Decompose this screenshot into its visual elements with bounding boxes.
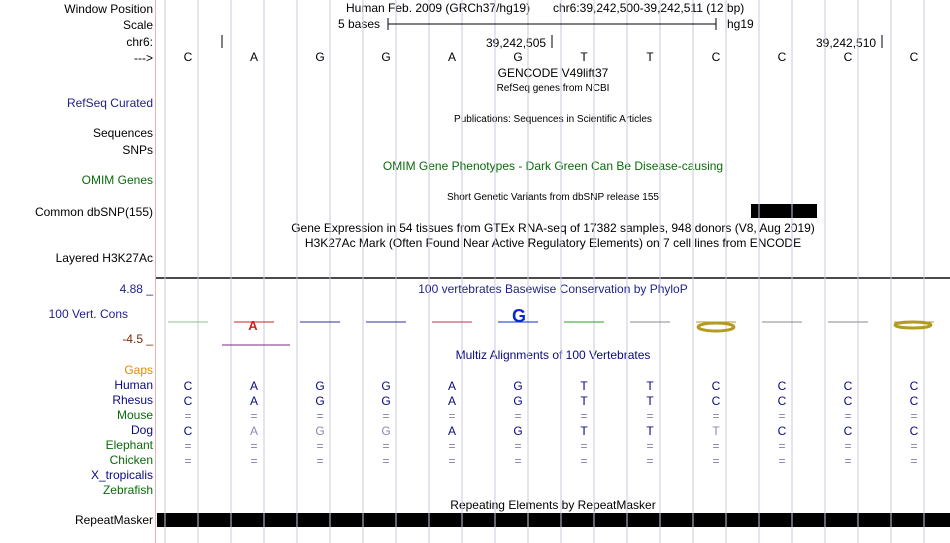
h3k27ac-track-label[interactable]: Layered H3K27Ac — [55, 251, 153, 265]
alignment-rhesus-9: C — [777, 394, 787, 408]
alignment-elephant-6: = — [580, 439, 588, 453]
alignment-chicken-7: = — [646, 454, 654, 468]
alignment-dog-5: G — [513, 424, 523, 438]
omim-track-label[interactable]: OMIM Genes — [81, 173, 153, 187]
alignment-elephant-4: = — [448, 439, 456, 453]
alignment-elephant-0: = — [184, 439, 192, 453]
alignment-human-1: A — [249, 379, 259, 393]
alignment-human-2: G — [315, 379, 325, 393]
dbsnp-track-title[interactable]: Short Genetic Variants from dbSNP release 155 — [447, 192, 659, 203]
alignment-dog-7: T — [646, 424, 654, 438]
alignment-mouse-8: = — [712, 409, 720, 423]
alignment-mouse-9: = — [778, 409, 786, 423]
alignment-dog-4: A — [447, 424, 457, 438]
species-label-zebrafish: Zebrafish — [102, 483, 153, 497]
base-2: G — [315, 50, 325, 64]
alignment-rhesus-1: A — [249, 394, 259, 408]
alignment-mouse-5: = — [514, 409, 522, 423]
dbsnp-track-label[interactable]: Common dbSNP(155) — [34, 205, 153, 219]
strand-label[interactable]: ---> — [134, 51, 153, 65]
window-position-label: Window Position — [64, 2, 153, 16]
alignment-dog-2: G — [315, 424, 325, 438]
alignment-human-5: G — [513, 379, 523, 393]
alignment-human-3: G — [381, 379, 391, 393]
h3k27ac-track-title[interactable]: H3K27Ac Mark (Often Found Near Active Regulatory Elements) on 7 cell lines from ENCODE — [304, 236, 802, 250]
alignment-human-9: C — [777, 379, 787, 393]
alignment-dog-3: G — [381, 424, 391, 438]
alignment-mouse-1: = — [250, 409, 258, 423]
publications-track-title[interactable]: Publications: Sequences in Scientific Articles — [454, 114, 652, 125]
base-7: T — [646, 50, 654, 64]
alignment-dog-1: A — [249, 424, 259, 438]
alignment-rhesus-10: C — [843, 394, 853, 408]
cons-logo-A: A — [248, 318, 258, 333]
repeatmasker-track-title[interactable]: Repeating Elements by RepeatMasker — [450, 498, 656, 512]
alignment-rhesus-0: C — [183, 394, 193, 408]
alignment-dog-0: C — [183, 424, 193, 438]
alignment-mouse-6: = — [580, 409, 588, 423]
alignment-chicken-10: = — [844, 454, 852, 468]
species-label-x_tropicalis: X_tropicalis — [90, 468, 153, 482]
alignment-human-10: C — [843, 379, 853, 393]
species-label-chicken: Chicken — [109, 453, 153, 467]
alignment-chicken-11: = — [910, 454, 918, 468]
alignment-dog-11: C — [909, 424, 919, 438]
cons-logo-G: G — [511, 306, 527, 326]
alignment-elephant-5: = — [514, 439, 522, 453]
alignment-mouse-0: = — [184, 409, 192, 423]
alignment-dog-10: C — [843, 424, 853, 438]
alignment-rhesus-4: A — [447, 394, 457, 408]
alignment-human-0: C — [183, 379, 193, 393]
alignment-rhesus-2: G — [315, 394, 325, 408]
alignment-human-11: C — [909, 379, 919, 393]
tick-label-1: 39,242,505 — [486, 36, 547, 50]
scale-db: hg19 — [727, 17, 754, 31]
gtex-track-title[interactable]: Gene Expression in 54 tissues from GTEx RNA-seq of 17382 samples, 948 donors (V8, Aug 2019) — [291, 221, 815, 235]
alignment-mouse-3: = — [382, 409, 390, 423]
base-1: A — [249, 50, 259, 64]
base-9: C — [777, 50, 787, 64]
alignment-dog-9: C — [777, 424, 787, 438]
species-label-gaps: Gaps — [124, 363, 153, 377]
alignment-mouse-2: = — [316, 409, 324, 423]
alignment-chicken-3: = — [382, 454, 390, 468]
scale-label: Scale — [122, 18, 153, 32]
base-10: C — [843, 50, 853, 64]
alignment-rhesus-3: G — [381, 394, 391, 408]
alignment-human-7: T — [646, 379, 654, 393]
base-8: C — [711, 50, 721, 64]
repeatmasker-track-label[interactable]: RepeatMasker — [74, 513, 153, 527]
alignment-dog-6: T — [580, 424, 588, 438]
alignment-chicken-5: = — [514, 454, 522, 468]
alignment-human-4: A — [447, 379, 457, 393]
cons-track-label[interactable]: 100 Vert. Cons — [48, 307, 128, 321]
alignment-rhesus-6: T — [580, 394, 588, 408]
alignment-mouse-7: = — [646, 409, 654, 423]
alignment-chicken-6: = — [580, 454, 588, 468]
alignment-mouse-10: = — [844, 409, 852, 423]
alignment-elephant-1: = — [250, 439, 258, 453]
alignment-human-6: T — [580, 379, 588, 393]
alignment-elephant-8: = — [712, 439, 720, 453]
window-position: chr6:39,242,500-39,242,511 (12 bp) — [553, 1, 745, 15]
alignment-elephant-3: = — [382, 439, 390, 453]
sequences-track-label[interactable]: Sequences — [92, 126, 153, 140]
alignment-chicken-9: = — [778, 454, 786, 468]
alignment-rhesus-7: T — [646, 394, 654, 408]
omim-track-title[interactable]: OMIM Gene Phenotypes - Dark Green Can Be Disease-causing — [382, 159, 724, 173]
cons-logo-C2 — [895, 322, 931, 328]
alignment-chicken-0: = — [184, 454, 192, 468]
alignment-elephant-9: = — [778, 439, 786, 453]
alignment-chicken-1: = — [250, 454, 258, 468]
alignment-elephant-10: = — [844, 439, 852, 453]
alignment-rhesus-5: G — [513, 394, 523, 408]
cons-logo-C — [698, 323, 734, 331]
alignment-chicken-4: = — [448, 454, 456, 468]
alignment-elephant-7: = — [646, 439, 654, 453]
alignment-rhesus-8: C — [711, 394, 721, 408]
alignment-elephant-2: = — [316, 439, 324, 453]
base-11: C — [909, 50, 919, 64]
base-0: C — [183, 50, 193, 64]
cons-min-label: -4.5 _ — [122, 332, 153, 346]
species-label-human: Human — [114, 378, 153, 392]
chrom-label: chr6: — [126, 35, 153, 49]
tick-label-2: 39,242,510 — [816, 36, 877, 50]
species-label-rhesus: Rhesus — [112, 393, 153, 407]
alignment-mouse-4: = — [448, 409, 456, 423]
alignment-human-8: C — [711, 379, 721, 393]
cons-track-title[interactable]: 100 vertebrates Basewise Conservation by PhyloP — [418, 282, 688, 296]
alignment-chicken-2: = — [316, 454, 324, 468]
gencode-track-title[interactable]: GENCODE V49lift37 — [497, 66, 609, 80]
alignment-dog-8: T — [712, 424, 720, 438]
refseq-track-subtitle: RefSeq genes from NCBI — [496, 83, 610, 94]
species-label-dog: Dog — [130, 423, 153, 437]
base-5: G — [513, 50, 523, 64]
multiz-track-title[interactable]: Multiz Alignments of 100 Vertebrates — [455, 348, 651, 362]
base-3: G — [381, 50, 391, 64]
species-label-mouse: Mouse — [116, 408, 153, 422]
alignment-rhesus-11: C — [909, 394, 919, 408]
assembly-name: Human Feb. 2009 (GRCh37/hg19) — [346, 1, 531, 15]
alignment-mouse-11: = — [910, 409, 918, 423]
alignment-chicken-8: = — [712, 454, 720, 468]
species-label-elephant: Elephant — [105, 438, 153, 452]
snps-track-label[interactable]: SNPs — [122, 143, 153, 157]
base-4: A — [447, 50, 457, 64]
base-6: T — [580, 50, 588, 64]
scale-text: 5 bases — [338, 17, 381, 31]
alignment-elephant-11: = — [910, 439, 918, 453]
cons-max-label: 4.88 _ — [119, 282, 153, 296]
refseq-track-label[interactable]: RefSeq Curated — [66, 96, 153, 110]
